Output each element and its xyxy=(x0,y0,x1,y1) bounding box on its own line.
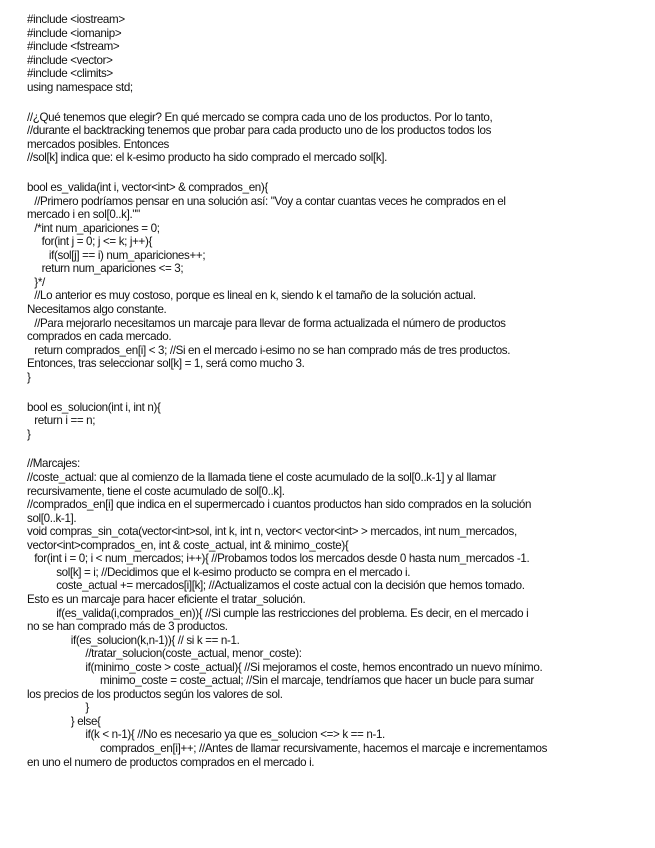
code-line: sol[0..k-1]. xyxy=(27,511,77,525)
code-line: coste_actual += mercados[i][k]; //Actualizamos el coste actual con la decisión que hemos tomado. xyxy=(56,579,525,593)
code-line: for(int j = 0; j <= k; j++){ xyxy=(41,235,152,249)
code-line: //Para mejorarlo necesitamos un marcaje para llevar de forma actualizada el número de productos xyxy=(34,316,506,330)
code-line: /*int num_apariciones = 0; xyxy=(34,221,160,235)
code-line: //¿Qué tenemos que elegir? En qué mercado se compra cada uno de los productos. Por lo tanto, xyxy=(27,110,493,124)
code-line: //tratar_solucion(coste_actual, menor_coste): xyxy=(85,647,302,661)
code-line: #include <climits> xyxy=(27,67,113,81)
code-line: //comprados_en[i] que indica en el supermercado i cuantos productos han sido comprados en la solución xyxy=(27,498,532,512)
code-line: los precios de los productos según los valores de sol. xyxy=(27,687,283,701)
code-line: minimo_coste = coste_actual; //Sin el marcaje, tendríamos que hacer un bucle para sumar xyxy=(100,674,534,688)
code-line: Esto es un marcaje para hacer eficiente el tratar_solución. xyxy=(27,592,306,606)
code-line: return num_apariciones <= 3; xyxy=(41,262,184,276)
code-line: using namespace std; xyxy=(27,80,133,94)
code-line: bool es_solucion(int i, int n){ xyxy=(27,400,161,414)
code-line: //durante el backtracking tenemos que probar para cada producto uno de los productos todos los xyxy=(27,124,492,138)
code-line: bool es_valida(int i, vector<int> & comprados_en){ xyxy=(27,181,268,194)
code-line: //sol[k] indica que: el k-esimo producto ha sido comprado el mercado sol[k]. xyxy=(27,151,388,165)
code-line: Necesitamos algo constante. xyxy=(27,303,167,316)
code-line: } xyxy=(85,701,89,715)
code-line: mercado i en sol[0..k]."" xyxy=(27,208,140,222)
code-line: for(int i = 0; i < num_mercados; i++){ //Probamos todos los mercados desde 0 hasta num_mercados -1. xyxy=(34,552,530,566)
code-line: //Primero podríamos pensar en una solución así: "Voy a contar cuantas veces he comprados en el xyxy=(34,194,506,208)
code-line: if(sol[j] == i) num_apariciones++; xyxy=(48,248,206,262)
code-line: comprados en cada mercado. xyxy=(27,330,172,344)
code-line: en uno el numero de productos comprados en el mercado i. xyxy=(27,755,315,769)
code-line: Entonces, tras seleccionar sol[k] = 1, será como mucho 3. xyxy=(27,357,305,371)
code-line: if(minimo_coste > coste_actual){ //Si mejoramos el coste, hemos encontrado un nuevo mínimo. xyxy=(85,660,543,674)
code-line: } xyxy=(27,427,31,441)
code-line: if(es_solucion(k,n-1)){ // si k == n-1. xyxy=(70,633,240,647)
code-line: if(k < n-1){ //No es necesario ya que es_solucion <=> k == n-1. xyxy=(85,728,385,742)
code-line: return comprados_en[i] < 3; //Si en el mercado i-esimo no se han comprado más de tres productos. xyxy=(34,343,511,357)
code-line: mercados posibles. Entonces xyxy=(27,137,169,151)
code-line: //Lo anterior es muy costoso, porque es lineal en k, siendo k el tamaño de la solución actual. xyxy=(34,289,476,303)
code-line: //coste_actual: que al comienzo de la llamada tiene el coste acumulado de la sol[0..k-1] y al llamar xyxy=(27,471,496,484)
code-line: no se han comprado más de 3 productos. xyxy=(27,620,228,633)
code-line: vector<int>comprados_en, int & coste_actual, int & minimo_coste){ xyxy=(27,538,349,552)
code-line: } xyxy=(27,370,31,384)
code-line: recursivamente, tiene el coste acumulado de sol[0..k]. xyxy=(27,484,285,498)
code-line: #include <iostream> xyxy=(27,13,125,26)
code-line: #include <iomanip> xyxy=(27,26,122,40)
code-line: sol[k] = i; //Decidimos que el k-esimo producto se compra en el mercado i. xyxy=(56,565,411,579)
code-line: comprados_en[i]++; //Antes de llamar recursivamente, hacemos el marcaje e incrementamos xyxy=(100,742,548,755)
code-line: void compras_sin_cota(vector<int>sol, int k, int n, vector< vector<int> > mercados, int num_mercados, xyxy=(27,525,517,539)
code-line: #include <fstream> xyxy=(27,40,120,54)
code-line: #include <vector> xyxy=(27,53,113,67)
code-line: }*/ xyxy=(34,275,45,289)
code-line: //Marcajes: xyxy=(27,457,80,471)
code-line: if(es_valida(i,comprados_en)){ //Si cumple las restricciones del problema. Es decir, en el mercado i xyxy=(56,606,529,620)
code-line: } else{ xyxy=(70,714,101,728)
code-line: return i == n; xyxy=(34,414,96,428)
